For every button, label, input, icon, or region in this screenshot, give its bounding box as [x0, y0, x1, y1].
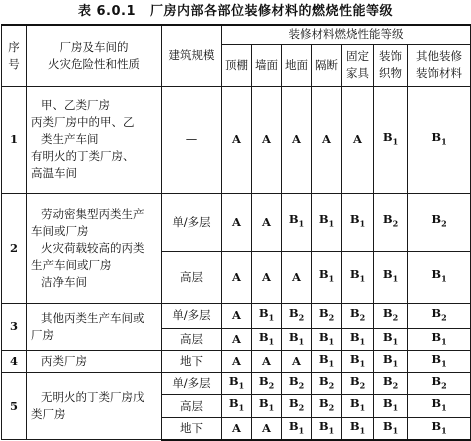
- building-scale-cell: 单/多层: [162, 303, 222, 328]
- row-number: 4: [2, 350, 27, 372]
- category-cell: [27, 350, 162, 372]
- grade-subscript: 2: [441, 380, 447, 391]
- grade-class: A: [262, 420, 271, 435]
- grade-class: B: [349, 305, 360, 320]
- grade-subscript: 1: [441, 273, 447, 284]
- material-column-label: 装饰材料: [416, 66, 463, 80]
- grade-cell: [342, 193, 374, 251]
- grade-cell: [312, 417, 342, 440]
- grade-class: B: [349, 351, 360, 366]
- grade-class: B: [431, 374, 442, 389]
- grade-cell: [252, 193, 282, 251]
- grade-cell: [282, 417, 312, 440]
- grade-subscript: 1: [359, 335, 366, 346]
- grade-subscript: 1: [441, 358, 447, 369]
- grade-class: A: [292, 353, 301, 368]
- category-line: 丙类厂房中的甲、乙: [31, 115, 135, 129]
- grade-class: B: [288, 418, 299, 433]
- scale-header: 建筑规模: [162, 25, 222, 86]
- grade-cell: [374, 417, 408, 440]
- grade-subscript: 1: [359, 358, 366, 369]
- grade-class: B: [382, 267, 393, 282]
- grade-cell: [312, 373, 342, 395]
- grade-subscript: 2: [359, 380, 366, 391]
- grade-subscript: 1: [298, 424, 305, 435]
- category-cell: [27, 193, 162, 303]
- material-column-header: [408, 44, 471, 86]
- grade-subscript: 1: [328, 335, 335, 346]
- category-line: 甲、乙类厂房: [41, 98, 110, 112]
- table-row: [2, 86, 471, 193]
- grade-class: A: [292, 269, 301, 284]
- grade-class: B: [228, 396, 239, 411]
- material-column-label: 其他装修: [416, 49, 463, 63]
- material-column-header: [374, 44, 408, 86]
- grade-subscript: 1: [328, 218, 335, 229]
- grade-subscript: 1: [392, 424, 399, 435]
- grade-cell: [374, 350, 408, 372]
- category-line: 生产车间或厂房: [31, 257, 112, 272]
- grade-class: B: [318, 329, 329, 344]
- grade-class: B: [382, 374, 393, 389]
- grade-cell: [252, 251, 282, 303]
- grade-cell: [342, 328, 374, 350]
- grade-class: A: [322, 132, 331, 146]
- grade-cell: [252, 395, 282, 417]
- grade-cell: [222, 395, 252, 417]
- grade-subscript: 1: [268, 335, 275, 346]
- grade-class: B: [382, 396, 393, 411]
- grade-subscript: 2: [359, 312, 366, 323]
- grade-cell: [408, 193, 471, 251]
- grade-class: A: [262, 132, 271, 146]
- grade-class: B: [288, 212, 299, 227]
- grade-subscript: 1: [298, 335, 305, 346]
- grade-class: B: [258, 374, 269, 389]
- grade-class: B: [431, 351, 442, 366]
- grade-class: B: [228, 374, 239, 389]
- grade-subscript: 1: [298, 218, 305, 229]
- grade-class: B: [318, 374, 329, 389]
- grade-subscript: 2: [298, 312, 305, 323]
- building-scale-cell: 地下: [162, 350, 222, 372]
- building-scale-cell: 地下: [162, 417, 222, 440]
- grade-cell: [282, 303, 312, 328]
- grade-class: B: [431, 418, 442, 433]
- category-line: 无明火的丁类厂房戊: [41, 390, 145, 405]
- seq-header: [2, 25, 27, 86]
- material-column-header: [222, 44, 252, 86]
- table-row: [2, 350, 471, 372]
- building-scale-cell: 高层: [162, 395, 222, 417]
- category-cell: [27, 303, 162, 350]
- material-column-header: [282, 44, 312, 86]
- grade-subscript: 2: [328, 312, 335, 323]
- grade-cell: [282, 328, 312, 350]
- row-number: 1: [2, 86, 27, 193]
- grade-subscript: 1: [392, 402, 399, 413]
- grade-subscript: 2: [392, 312, 399, 323]
- grade-cell: [342, 86, 374, 193]
- grade-class: B: [318, 267, 329, 282]
- category-line: 其他丙类生产车间或: [41, 310, 145, 325]
- category-line: 洁净车间: [41, 274, 87, 289]
- row-number: 3: [2, 303, 27, 350]
- grade-cell: [222, 328, 252, 350]
- grade-cell: [312, 395, 342, 417]
- grade-subscript: 1: [359, 424, 366, 435]
- grade-subscript: 1: [441, 335, 447, 346]
- building-scale-cell: 单/多层: [162, 193, 222, 251]
- grade-class: A: [292, 132, 301, 146]
- table-caption: [0, 2, 471, 22]
- grade-cell: [222, 86, 252, 193]
- category-header: [27, 25, 162, 86]
- grade-class: B: [382, 129, 393, 144]
- grade-subscript: 2: [392, 218, 399, 229]
- grade-cell: [282, 86, 312, 193]
- grade-class: B: [318, 418, 329, 433]
- grade-cell: [342, 373, 374, 395]
- material-column-label: 顶棚: [225, 57, 248, 72]
- grade-subscript: 1: [359, 273, 366, 284]
- grade-class: A: [232, 353, 241, 368]
- grade-class: B: [431, 267, 442, 282]
- grade-cell: [222, 251, 252, 303]
- grade-cell: [222, 417, 252, 440]
- grade-subscript: 1: [441, 424, 447, 435]
- grade-cell: [408, 373, 471, 395]
- grade-class: B: [288, 374, 299, 389]
- grade-subscript: 1: [441, 136, 447, 147]
- grade-cell: [312, 251, 342, 303]
- grade-class: A: [262, 353, 271, 368]
- grade-subscript: 1: [328, 358, 335, 369]
- grade-class: B: [349, 396, 360, 411]
- grade-class: B: [318, 351, 329, 366]
- grade-subscript: 1: [359, 402, 366, 413]
- grade-cell: [252, 303, 282, 328]
- grade-class: B: [382, 212, 393, 227]
- grade-cell: [282, 373, 312, 395]
- grade-cell: [342, 251, 374, 303]
- category-line: 火灾荷载较高的丙类: [41, 240, 145, 255]
- grade-class: A: [262, 214, 271, 229]
- grade-cell: [252, 328, 282, 350]
- grade-class: A: [353, 132, 362, 146]
- grade-cell: [252, 373, 282, 395]
- grade-cell: [374, 328, 408, 350]
- table-body: [2, 25, 471, 440]
- grade-subscript: 1: [392, 358, 399, 369]
- category-cell: [27, 86, 162, 193]
- grade-class: B: [349, 267, 360, 282]
- table-row: [2, 303, 471, 328]
- grade-class: B: [318, 305, 329, 320]
- grade-subscript: 2: [441, 312, 447, 323]
- seq-header-line: 序: [8, 39, 20, 54]
- grade-cell: [408, 395, 471, 417]
- grade-class: B: [431, 212, 442, 227]
- grade-class: B: [258, 329, 269, 344]
- grade-subscript: 1: [328, 424, 335, 435]
- grade-cell: [342, 417, 374, 440]
- grade-cell: [312, 350, 342, 372]
- material-column-label: 地面: [285, 57, 308, 72]
- grade-subscript: 2: [441, 218, 447, 229]
- material-column-label: 墙面: [255, 57, 278, 72]
- grade-cell: [408, 328, 471, 350]
- grade-cell: [222, 193, 252, 251]
- grade-cell: [408, 417, 471, 440]
- grade-cell: [282, 251, 312, 303]
- grade-cell: [408, 303, 471, 328]
- grade-cell: [408, 86, 471, 193]
- material-column-label: 织物: [379, 66, 402, 80]
- material-column-label: 隔断: [315, 57, 338, 72]
- grade-cell: [374, 86, 408, 193]
- row-number: 2: [2, 193, 27, 303]
- category-line: 车间或厂房: [31, 223, 89, 238]
- grade-subscript: 2: [328, 402, 335, 413]
- table-number: 表 6.0.1: [77, 4, 137, 19]
- category-line: 劳动密集型丙类生产: [41, 206, 145, 221]
- grade-class: B: [288, 396, 299, 411]
- grade-subscript: 2: [298, 402, 305, 413]
- grade-cell: [222, 350, 252, 372]
- row-number: 5: [2, 373, 27, 440]
- grade-cell: [312, 86, 342, 193]
- grade-class: B: [431, 396, 442, 411]
- category-line: 类厂房: [31, 407, 66, 422]
- grade-cell: [252, 417, 282, 440]
- grade-subscript: 2: [268, 380, 275, 391]
- grade-subscript: 1: [392, 136, 399, 147]
- building-scale-cell: 高层: [162, 251, 222, 303]
- grade-subscript: 1: [238, 380, 245, 391]
- category-line: 高温车间: [31, 166, 77, 180]
- building-scale-cell: —: [162, 86, 222, 193]
- grade-cell: [312, 303, 342, 328]
- grade-class: B: [382, 351, 393, 366]
- grade-class: B: [318, 212, 329, 227]
- grade-cell: [222, 373, 252, 395]
- grade-subscript: 1: [359, 218, 366, 229]
- category-line: 类生产车间: [41, 132, 99, 146]
- grade-class: A: [232, 132, 241, 146]
- table-row: [2, 373, 471, 395]
- grade-class: B: [431, 305, 442, 320]
- seq-header-line: 号: [8, 56, 20, 71]
- grade-class: A: [262, 269, 271, 284]
- grade-class: B: [288, 305, 299, 320]
- category-line: 厂房: [31, 327, 54, 342]
- grade-cell: [408, 251, 471, 303]
- grade-class: B: [349, 212, 360, 227]
- grade-cell: [282, 193, 312, 251]
- grade-class: B: [349, 329, 360, 344]
- building-scale-cell: 单/多层: [162, 373, 222, 395]
- grade-cell: [342, 395, 374, 417]
- grade-subscript: 2: [298, 380, 305, 391]
- table-title: 厂房内部各部位装修材料的燃烧性能等级: [150, 4, 394, 19]
- grade-subscript: 1: [392, 335, 399, 346]
- material-column-label: 家具: [346, 66, 369, 80]
- building-scale-cell: 高层: [162, 328, 222, 350]
- grade-class: B: [258, 396, 269, 411]
- grade-class: B: [349, 418, 360, 433]
- grade-cell: [312, 328, 342, 350]
- grade-cell: [408, 350, 471, 372]
- grade-subscript: 1: [441, 402, 447, 413]
- material-column-label: 装饰: [379, 49, 402, 63]
- grade-class: A: [232, 331, 241, 346]
- grade-cell: [252, 350, 282, 372]
- grade-class: A: [232, 214, 241, 229]
- grade-cell: [374, 395, 408, 417]
- category-line: 有明火的丁类厂房、: [31, 149, 135, 163]
- category-line: 丙类厂房: [41, 353, 87, 368]
- grade-class: B: [349, 374, 360, 389]
- grade-class: B: [382, 418, 393, 433]
- grade-cell: [282, 395, 312, 417]
- grade-cell: [312, 193, 342, 251]
- grade-cell: [374, 193, 408, 251]
- grade-class: B: [431, 129, 442, 144]
- grade-subscript: 1: [392, 273, 399, 284]
- fire-rating-table: [1, 24, 471, 441]
- grade-subscript: 1: [328, 273, 335, 284]
- material-column-header: [342, 44, 374, 86]
- grade-cell: [342, 303, 374, 328]
- grade-cell: [282, 350, 312, 372]
- grade-cell: [374, 373, 408, 395]
- category-cell: [27, 373, 162, 440]
- grade-class: B: [288, 329, 299, 344]
- grade-subscript: 2: [392, 380, 399, 391]
- grade-class: B: [431, 329, 442, 344]
- grade-class: B: [382, 329, 393, 344]
- grade-class: B: [318, 396, 329, 411]
- category-header-line: 厂房及车间的: [59, 39, 129, 54]
- grade-class: A: [232, 308, 241, 322]
- grade-class: A: [232, 420, 241, 435]
- material-column-header: [312, 44, 342, 86]
- grade-class: B: [382, 305, 393, 320]
- grade-cell: [222, 303, 252, 328]
- rating-group-header: 装修材料燃烧性能等级: [222, 25, 471, 44]
- material-column-header: [252, 44, 282, 86]
- grade-subscript: 1: [238, 402, 245, 413]
- table-row: [2, 193, 471, 251]
- grade-cell: [374, 251, 408, 303]
- category-header-line: 火灾危险性和性质: [48, 56, 140, 71]
- grade-subscript: 1: [268, 402, 275, 413]
- grade-class: A: [232, 269, 241, 284]
- grade-class: B: [258, 305, 269, 320]
- material-column-label: 固定: [346, 49, 369, 63]
- grade-cell: [374, 303, 408, 328]
- grade-subscript: 2: [328, 380, 335, 391]
- grade-cell: [342, 350, 374, 372]
- grade-subscript: 1: [268, 312, 275, 323]
- header-row-1: [2, 25, 471, 44]
- grade-cell: [252, 86, 282, 193]
